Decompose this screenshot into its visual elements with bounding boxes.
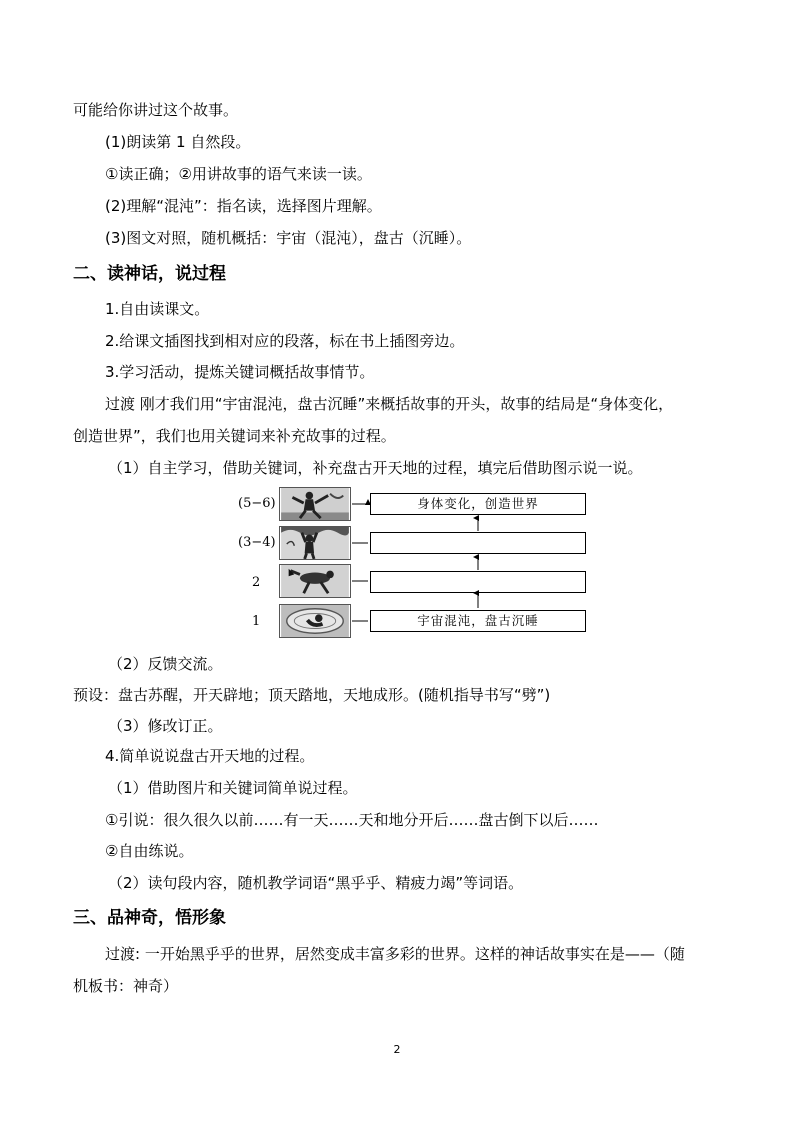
text-line: 3.学习活动，提炼关键词概括故事情节。 (105, 363, 375, 381)
text-line: 预设：盘古苏醒，开天辟地；顶天踏地，天地成形。(随机指导书写“劈”) (73, 686, 551, 704)
text-line: （3）修改订正。 (108, 717, 223, 735)
figure-sleeping-in-egg-icon (279, 604, 351, 638)
keyword-box-empty (370, 532, 586, 554)
text-line: ①引说：很久很久以前……有一天……天和地分开后……盘古倒下以后…… (105, 811, 599, 829)
text-line: ①读正确；②用讲故事的语气来读一读。 (105, 165, 372, 183)
row-label: (3−4) (238, 535, 276, 550)
text-line: (2)理解“混沌”：指名读，选择图片理解。 (105, 197, 382, 215)
text-line: （2）读句段内容，随机教学词语“黑乎乎、精疲力竭”等词语。 (108, 874, 524, 892)
text-line: 4.简单说说盘古开天地的过程。 (105, 747, 315, 765)
text-line: 过渡 刚才我们用“宇宙混沌，盘古沉睡”来概括故事的开头，故事的结局是“身体变化， (105, 395, 674, 413)
text-line: 2.给课文插图找到相对应的段落，标在书上插图旁边。 (105, 332, 465, 350)
keyword-box: 身体变化，创造世界 (370, 493, 586, 515)
text-line: 过渡: 一开始黑乎乎的世界，居然变成丰富多彩的世界。这样的神话故事实在是——（随 (105, 945, 685, 963)
text-line: （1）借助图片和关键词简单说过程。 (108, 779, 358, 797)
section-heading: 三、品神奇，悟形象 (73, 908, 226, 928)
row-label: (5−6) (238, 496, 276, 511)
keyword-box: 宇宙混沌，盘古沉睡 (370, 610, 586, 632)
text-line: 可能给你讲过这个故事。 (73, 101, 239, 119)
row-label: 1 (252, 614, 261, 629)
figure-pushing-sky-icon (279, 526, 351, 560)
text-line: 1.自由读课文。 (105, 300, 210, 318)
story-process-diagram (236, 487, 596, 639)
page-number: 2 (393, 1043, 401, 1056)
text-line: (1)朗读第 1 自然段。 (105, 133, 251, 151)
figure-swinging-axe-icon (279, 564, 351, 598)
section-heading: 二、读神话，说过程 (73, 264, 226, 284)
text-line: (3)图文对照，随机概括：宇宙（混沌），盘古（沉睡）。 (105, 229, 472, 247)
figure-holding-arms-icon (279, 487, 351, 521)
text-line: 创造世界”，我们也用关键词来补充故事的过程。 (73, 427, 396, 445)
keyword-box-empty (370, 571, 586, 593)
text-line: （1）自主学习，借助关键词，补充盘古开天地的过程，填完后借助图示说一说。 (108, 459, 643, 477)
text-line: 机板书：神奇） (73, 977, 179, 995)
row-label: 2 (252, 575, 261, 590)
text-line: （2）反馈交流。 (108, 655, 223, 673)
text-line: ②自由练说。 (105, 842, 194, 860)
